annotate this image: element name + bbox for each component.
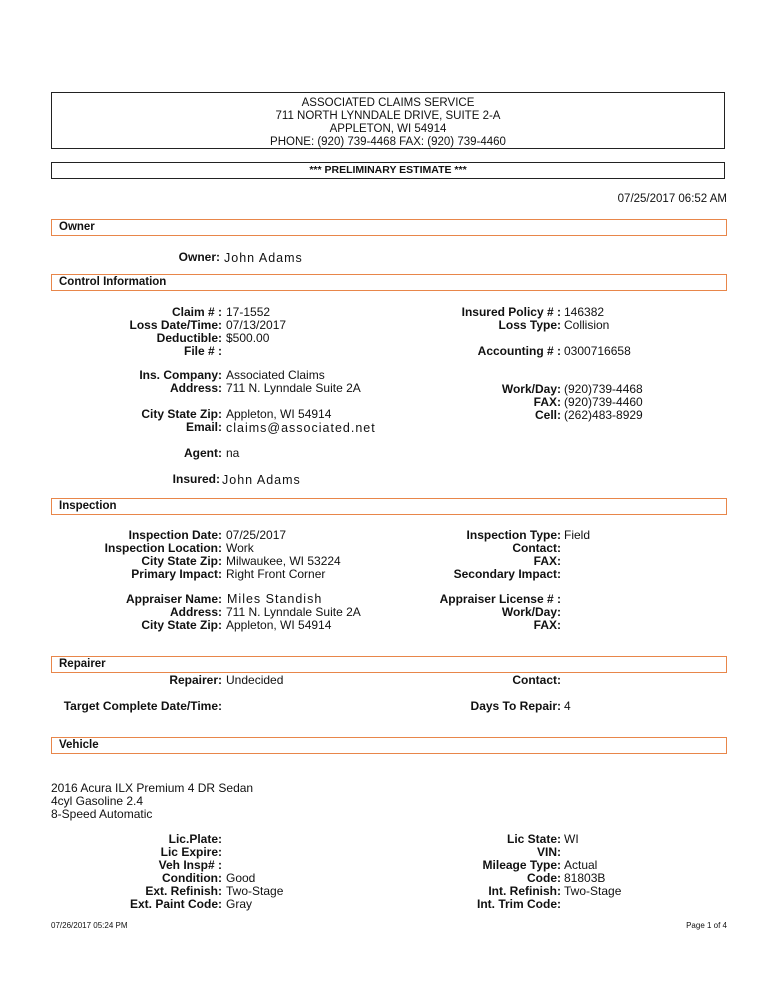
appraiser-csz-value: Appleton, WI 54914: [226, 618, 332, 632]
ins-csz-value: Appleton, WI 54914: [226, 407, 332, 421]
accounting-label: Accounting # :: [477, 344, 561, 358]
inspection-contact-label: Contact:: [512, 541, 561, 555]
owner-section-header: Owner: [51, 219, 727, 236]
appraiser-address-label: Address:: [169, 605, 222, 619]
inspection-csz-value: Milwaukee, WI 53224: [226, 554, 341, 568]
days-to-repair-label: Days To Repair:: [470, 699, 561, 713]
condition-value: Good: [226, 871, 256, 885]
ins-address-label: Address:: [169, 381, 222, 395]
repairer-section-header: Repairer: [51, 656, 727, 673]
claim-value: 17-1552: [226, 305, 271, 319]
agent-value: na: [226, 446, 240, 460]
owner-name: John Adams: [224, 251, 303, 265]
inspection-fax-label: FAX:: [533, 554, 561, 568]
veh-insp-label: Veh Insp# :: [158, 858, 222, 872]
int-trim-label: Int. Trim Code:: [477, 897, 561, 911]
inspection-location-label: Inspection Location:: [104, 541, 222, 555]
estimate-datetime: 07/25/2017 06:52 AM: [617, 193, 727, 205]
deductible-label: Deductible:: [156, 331, 222, 345]
company-name: ASSOCIATED CLAIMS SERVICE: [301, 97, 475, 109]
inspection-csz-label: City State Zip:: [141, 554, 222, 568]
primary-impact-value: Right Front Corner: [226, 567, 326, 581]
email-value: claims@associated.net: [226, 421, 376, 435]
inspection-section-header: Inspection: [51, 498, 727, 515]
footer-printed-date: 07/26/2017 05:24 PM: [51, 921, 128, 930]
appraiser-label: Appraiser Name:: [125, 592, 222, 606]
appraiser-address-value: 711 N. Lynndale Suite 2A: [226, 605, 361, 619]
inspection-type-label: Inspection Type:: [466, 528, 561, 542]
vehicle-transmission: 8-Speed Automatic: [51, 807, 153, 821]
ins-workday-label: Work/Day:: [501, 382, 561, 396]
estimate-title: *** PRELIMINARY ESTIMATE ***: [51, 162, 725, 179]
owner-label: Owner:: [178, 250, 220, 264]
ins-cell-label: Cell:: [534, 408, 561, 422]
ins-fax-value: (920)739-4460: [564, 395, 643, 409]
loss-date-value: 07/13/2017: [226, 318, 287, 332]
email-label: Email:: [185, 420, 222, 434]
repairer-value: Undecided: [226, 673, 284, 687]
code-label: Code:: [527, 871, 561, 885]
company-city: APPLETON, WI 54914: [329, 123, 447, 135]
company-phone: PHONE: (920) 739-4468 FAX: (920) 739-4460: [270, 136, 506, 148]
lic-plate-label: Lic.Plate:: [168, 832, 222, 846]
appraiser-value: Miles Standish: [227, 592, 323, 606]
claim-label: Claim # :: [171, 305, 222, 319]
target-complete-label: Target Complete Date/Time:: [63, 699, 222, 713]
agent-label: Agent:: [184, 446, 222, 460]
file-label: File # :: [183, 344, 222, 358]
company-address: 711 NORTH LYNNDALE DRIVE, SUITE 2-A: [275, 110, 501, 122]
inspection-date-label: Inspection Date:: [128, 528, 222, 542]
mileage-type-label: Mileage Type:: [482, 858, 561, 872]
ins-csz-label: City State Zip:: [141, 407, 222, 421]
lic-state-value: WI: [564, 832, 579, 846]
ins-company-value: Associated Claims: [226, 368, 325, 382]
deductible-value: $500.00: [226, 331, 270, 345]
int-refinish-label: Int. Refinish:: [488, 884, 561, 898]
ins-workday-value: (920)739-4468: [564, 382, 643, 396]
loss-type-value: Collision: [564, 318, 610, 332]
lic-expire-label: Lic Expire:: [160, 845, 222, 859]
ext-refinish-value: Two-Stage: [226, 884, 284, 898]
inspection-location-value: Work: [226, 541, 254, 555]
inspection-date-value: 07/25/2017: [226, 528, 287, 542]
vehicle-section-header: Vehicle: [51, 737, 727, 754]
mileage-type-value: Actual: [564, 858, 598, 872]
repairer-label: Repairer:: [169, 673, 222, 687]
ext-paint-label: Ext. Paint Code:: [129, 897, 222, 911]
policy-value: 146382: [564, 305, 605, 319]
lic-state-label: Lic State:: [506, 832, 561, 846]
vin-label: VIN:: [537, 845, 561, 859]
secondary-impact-label: Secondary Impact:: [453, 567, 561, 581]
appraiser-workday-label: Work/Day:: [501, 605, 561, 619]
insured-value: John Adams: [222, 473, 301, 487]
vehicle-engine: 4cyl Gasoline 2.4: [51, 794, 144, 808]
policy-label: Insured Policy # :: [461, 305, 561, 319]
company-header: [51, 92, 725, 149]
control-section-header: Control Information: [51, 274, 727, 291]
int-refinish-value: Two-Stage: [564, 884, 622, 898]
insured-label: Insured:: [172, 472, 220, 486]
ext-refinish-label: Ext. Refinish:: [145, 884, 222, 898]
vehicle-description: 2016 Acura ILX Premium 4 DR Sedan: [51, 781, 254, 795]
code-value: 81803B: [564, 871, 606, 885]
ins-address-value: 711 N. Lynndale Suite 2A: [226, 381, 361, 395]
ins-fax-label: FAX:: [533, 395, 561, 409]
appraiser-fax-label: FAX:: [533, 618, 561, 632]
accounting-value: 0300716658: [564, 344, 631, 358]
appraiser-license-label: Appraiser License # :: [439, 592, 561, 606]
days-to-repair-value: 4: [564, 699, 571, 713]
ins-cell-value: (262)483-8929: [564, 408, 643, 422]
appraiser-csz-label: City State Zip:: [141, 618, 222, 632]
ext-paint-value: Gray: [226, 897, 253, 911]
repairer-contact-label: Contact:: [512, 673, 561, 687]
loss-type-label: Loss Type:: [498, 318, 561, 332]
condition-label: Condition:: [162, 871, 222, 885]
footer-page-number: Page 1 of 4: [686, 921, 727, 930]
inspection-type-value: Field: [564, 528, 591, 542]
loss-date-label: Loss Date/Time:: [129, 318, 222, 332]
primary-impact-label: Primary Impact:: [131, 567, 222, 581]
ins-company-label: Ins. Company:: [139, 368, 222, 382]
